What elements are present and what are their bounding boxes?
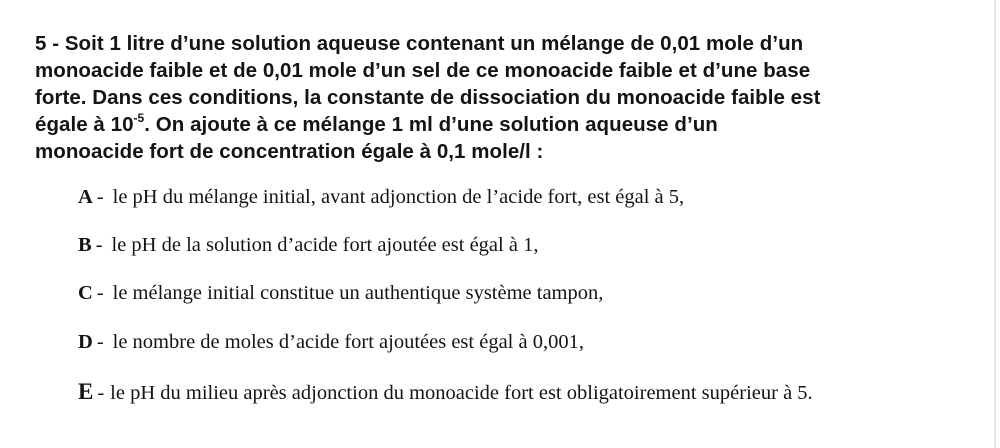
option-dash: - — [96, 186, 104, 208]
option-letter: E — [78, 379, 94, 404]
question-line-4 — [35, 111, 965, 138]
page-edge-divider — [994, 0, 996, 448]
option-dash: - — [96, 282, 104, 304]
option-letter: A — [78, 186, 93, 208]
option-e[interactable] — [78, 377, 813, 407]
question-line-1: 5 - Soit 1 litre d’une solution aqueuse contenant un mélange de 0,01 mole d’un — [35, 32, 804, 55]
option-text: le nombre de moles d’acide fort ajoutées est égal à 0,001, — [112, 331, 584, 353]
exponent: -5 — [133, 111, 145, 126]
option-text: le mélange initial constitue un authentique système tampon, — [112, 282, 604, 304]
option-a[interactable] — [78, 182, 684, 212]
option-text: le pH de la solution d’acide fort ajoutée est égal à 1, — [111, 234, 539, 256]
question-line-4-after: . On ajoute à ce mélange 1 ml d’une solution aqueuse d’un — [144, 113, 718, 136]
option-letter: C — [78, 282, 93, 304]
option-text: le pH du milieu après adjonction du monoacide fort est obligatoirement supérieur à 5. — [110, 382, 813, 404]
question-line-4-before: égale à 10 — [35, 113, 134, 136]
option-letter: B — [78, 234, 92, 256]
option-text: le pH du mélange initial, avant adjonction de l’acide fort, est égal à 5, — [112, 186, 685, 208]
option-letter: D — [78, 331, 93, 353]
option-dash: - — [95, 234, 103, 256]
question-line-3: forte. Dans ces conditions, la constante de dissociation du monoacide faible est — [35, 86, 821, 109]
option-dash: - — [97, 382, 105, 404]
option-c[interactable] — [78, 278, 603, 308]
question-line-2: monoacide faible et de 0,01 mole d’un sel de ce monoacide faible et d’une base — [35, 59, 811, 82]
option-d[interactable] — [78, 327, 584, 357]
option-b[interactable] — [78, 230, 538, 260]
question-line-5: monoacide fort de concentration égale à 0,1 mole/l : — [35, 140, 544, 163]
option-dash: - — [96, 331, 104, 353]
question-statement — [35, 30, 965, 165]
